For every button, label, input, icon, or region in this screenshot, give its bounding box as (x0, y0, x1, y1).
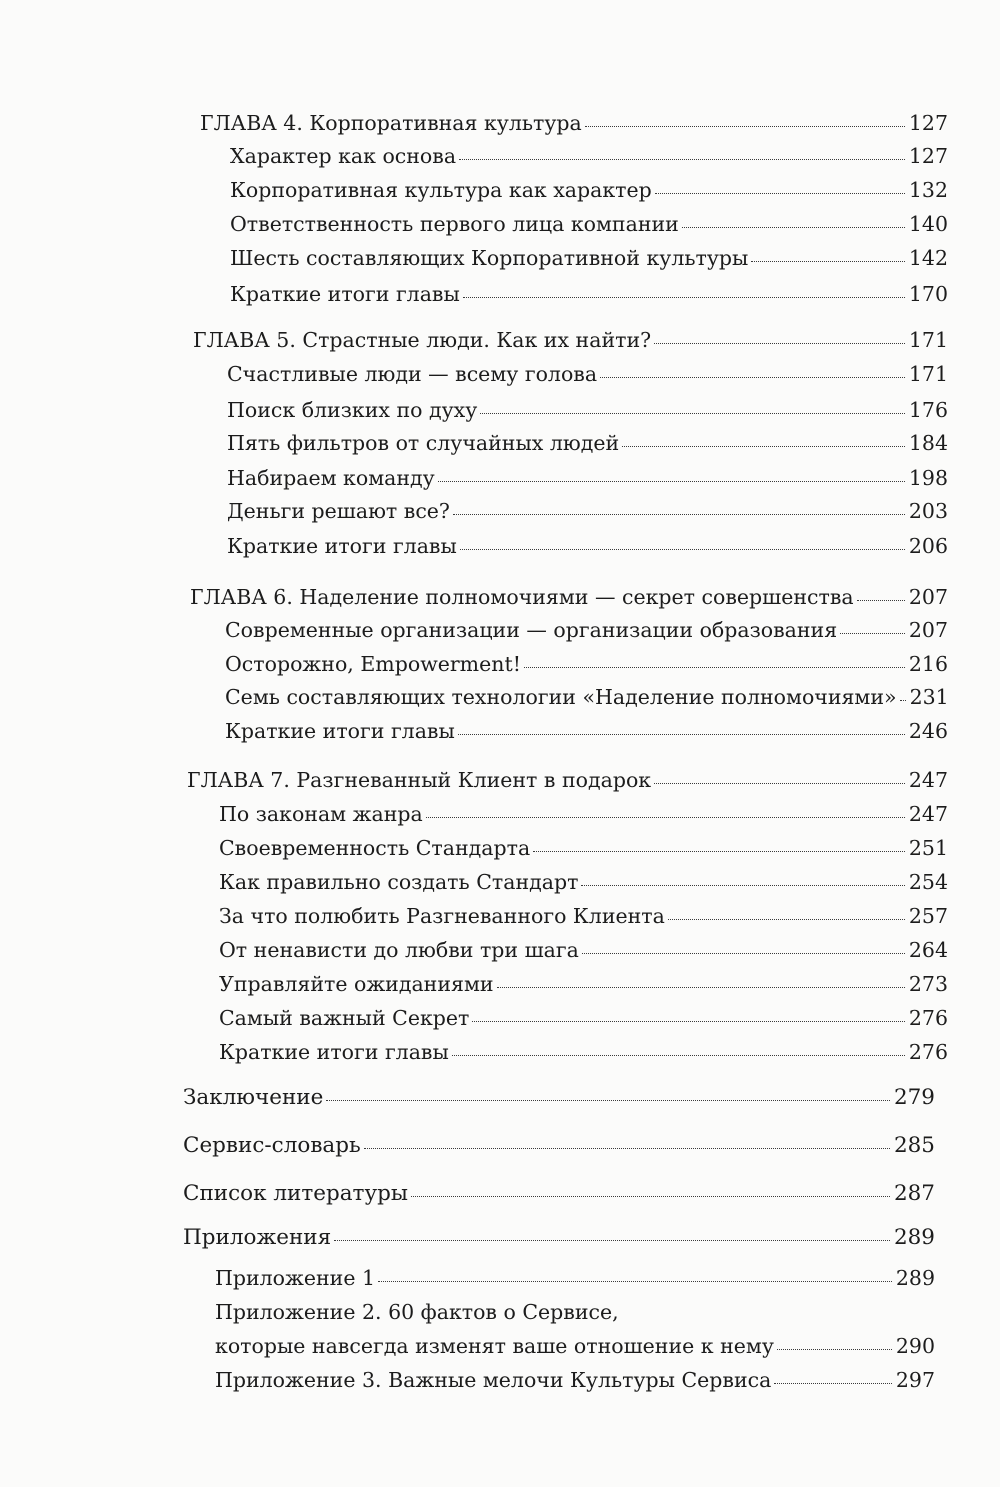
toc-entry-page: 257 (908, 904, 948, 928)
dot-leader (581, 885, 904, 886)
toc-section (227, 533, 948, 559)
toc-entry-page: 290 (895, 1334, 935, 1358)
dot-leader (326, 1100, 890, 1101)
toc-entry-page: 287 (893, 1181, 935, 1206)
toc-entry-title: Осторожно, Empowerment! (225, 652, 521, 676)
dot-leader (463, 297, 905, 298)
dot-leader (480, 413, 905, 414)
toc-entry-title: Деньги решают все? (227, 499, 450, 523)
toc-entry-page: 127 (908, 111, 948, 135)
toc-section (227, 430, 948, 456)
toc-entry-page: 184 (908, 431, 948, 455)
toc-entry-page: 176 (908, 398, 948, 422)
toc-entry-title: Краткие итоги главы (227, 534, 457, 558)
dot-leader (472, 1021, 905, 1022)
toc-entry-title: Корпоративная культура как характер (230, 178, 652, 202)
toc-entry-page: 203 (908, 499, 948, 523)
toc-entry-title: Управляйте ожиданиями (219, 972, 494, 996)
toc-section (219, 835, 948, 861)
toc-entry-page: 216 (908, 652, 948, 676)
toc-section (219, 903, 948, 929)
toc-entry-page: 170 (908, 282, 948, 306)
toc-entry-title: Своевременность Стандарта (219, 836, 531, 860)
toc-entry-title: Пять фильтров от случайных людей (227, 431, 620, 455)
toc-entry-page: 231 (909, 685, 949, 709)
toc-appendix-1 (215, 1265, 935, 1291)
dot-leader (459, 159, 905, 160)
toc-entry-page: 142 (908, 246, 948, 270)
toc-entry-title: Семь составляющих технологии «Наделение полномочиями» (225, 685, 897, 709)
dot-leader (857, 600, 905, 601)
dot-leader (524, 667, 905, 668)
toc-appendix-3 (215, 1367, 935, 1393)
toc-chapter-5 (193, 327, 948, 353)
toc-section (230, 211, 948, 237)
toc-section (227, 361, 948, 387)
toc-entry-title: Ответственность первого лица компании (230, 212, 679, 236)
toc-entry-title: Поиск близких по духу (227, 398, 478, 422)
dot-leader (682, 227, 905, 228)
toc-entry-page: 279 (893, 1085, 935, 1110)
toc-entry-title: За что полюбить Разгневанного Клиента (219, 904, 665, 928)
toc-entry-title: Шесть составляющих Корпоративной культуры (230, 246, 749, 270)
toc-appendices (183, 1225, 935, 1251)
toc-section (219, 937, 948, 963)
toc-section (219, 869, 948, 895)
toc-entry-title: Краткие итоги главы (219, 1040, 449, 1064)
toc-section (219, 801, 948, 827)
dot-leader (411, 1196, 890, 1197)
dot-leader (426, 817, 905, 818)
toc-entry-title: По законам жанра (219, 802, 423, 826)
toc-entry-page: 127 (908, 144, 948, 168)
dot-leader (497, 987, 905, 988)
toc-entry-title: ГЛАВА 5. Страстные люди. Как их найти? (193, 328, 652, 352)
toc-section (230, 143, 948, 169)
toc-entry-page: 140 (908, 212, 948, 236)
dot-leader (458, 734, 905, 735)
toc-entry-title: Набираем команду (227, 466, 435, 490)
toc-entry-page: 247 (908, 802, 948, 826)
toc-entry-title: Список литературы (183, 1181, 408, 1206)
toc-entry-page: 206 (908, 534, 948, 558)
toc-entry-page: 254 (908, 870, 948, 894)
dot-leader (585, 126, 905, 127)
toc-section (225, 651, 948, 677)
dot-leader (533, 851, 905, 852)
dot-leader (600, 377, 905, 378)
toc-entry-page: 273 (908, 972, 948, 996)
toc-entry-page: 289 (893, 1225, 935, 1250)
toc-entry-title: Приложение 1 (215, 1266, 376, 1290)
toc-entry-page: 297 (895, 1368, 935, 1392)
toc-entry-page: 285 (893, 1133, 935, 1158)
toc-entry-page: 171 (908, 362, 948, 386)
dot-leader (774, 1383, 892, 1384)
toc-entry-title: Как правильно создать Стандарт (219, 870, 579, 894)
toc-entry-title: От ненависти до любви три шага (219, 938, 579, 962)
toc-glossary (183, 1133, 935, 1159)
toc-entry-title: Краткие итоги главы (225, 719, 455, 743)
toc-section (230, 177, 948, 203)
toc-entry-page: 289 (895, 1266, 935, 1290)
toc-bibliography (183, 1181, 935, 1207)
toc-entry-page: 207 (908, 618, 948, 642)
dot-leader (751, 261, 905, 262)
toc-section (225, 617, 948, 643)
toc-section (227, 397, 948, 423)
toc-appendix-2-line-2 (215, 1333, 935, 1359)
toc-appendix-2-line-1: Приложение 2. 60 фактов о Сервисе, (215, 1300, 619, 1324)
dot-leader (777, 1349, 892, 1350)
toc-section (230, 245, 948, 271)
dot-leader (453, 514, 905, 515)
toc-section (225, 684, 948, 710)
toc-entry-title: Приложения (183, 1225, 332, 1250)
toc-section (219, 1005, 948, 1031)
toc-section (230, 281, 948, 307)
dot-leader (460, 549, 905, 550)
dot-leader (668, 919, 905, 920)
dot-leader (334, 1240, 890, 1241)
toc-section (219, 1039, 948, 1065)
toc-conclusion (183, 1085, 935, 1111)
toc-entry-title: Счастливые люди — всему голова (227, 362, 598, 386)
toc-entry-title: которые навсегда изменят ваше отношение к нему (215, 1334, 774, 1358)
dot-leader (654, 343, 905, 344)
dot-leader (622, 446, 905, 447)
toc-entry-title: Заключение (183, 1085, 324, 1110)
dot-leader (582, 953, 905, 954)
dot-leader (378, 1281, 892, 1282)
dot-leader (654, 783, 905, 784)
toc-chapter-4 (200, 110, 948, 136)
toc-entry-page: 207 (908, 585, 948, 609)
dot-leader (655, 193, 905, 194)
toc-entry-title: ГЛАВА 4. Корпоративная культура (200, 111, 582, 135)
dot-leader (364, 1148, 890, 1149)
toc-entry-title: Приложение 3. Важные мелочи Культуры Сервиса (215, 1368, 772, 1392)
toc-section (227, 465, 948, 491)
toc-entry-title: Краткие итоги главы (230, 282, 460, 306)
toc-entry-title: Характер как основа (230, 144, 457, 168)
toc-chapter-7 (187, 767, 948, 793)
toc-entry-page: 171 (908, 328, 948, 352)
toc-entry-title: Сервис-словарь (183, 1133, 361, 1158)
toc-entry-page: 276 (908, 1006, 948, 1030)
toc-entry-page: 264 (908, 938, 948, 962)
toc-entry-page: 198 (908, 466, 948, 490)
toc-entry-title: Самый важный Секрет (219, 1006, 470, 1030)
toc-section (225, 718, 948, 744)
toc-entry-page: 246 (908, 719, 948, 743)
toc-entry-page: 247 (908, 768, 948, 792)
toc-entry-page: 251 (908, 836, 948, 860)
dot-leader (438, 481, 905, 482)
toc-section (227, 498, 948, 524)
dot-leader (840, 633, 905, 634)
toc-entry-page: 132 (908, 178, 948, 202)
toc-section (219, 971, 948, 997)
toc-entry-page: 276 (908, 1040, 948, 1064)
dot-leader (452, 1055, 905, 1056)
toc-entry-title: ГЛАВА 7. Разгневанный Клиент в подарок (187, 768, 652, 792)
toc-entry-title: Современные организации — организации образования (225, 618, 838, 642)
toc-entry-title: ГЛАВА 6. Наделение полномочиями — секрет совершенства (190, 585, 854, 609)
toc-chapter-6 (190, 584, 948, 610)
dot-leader (900, 700, 906, 701)
